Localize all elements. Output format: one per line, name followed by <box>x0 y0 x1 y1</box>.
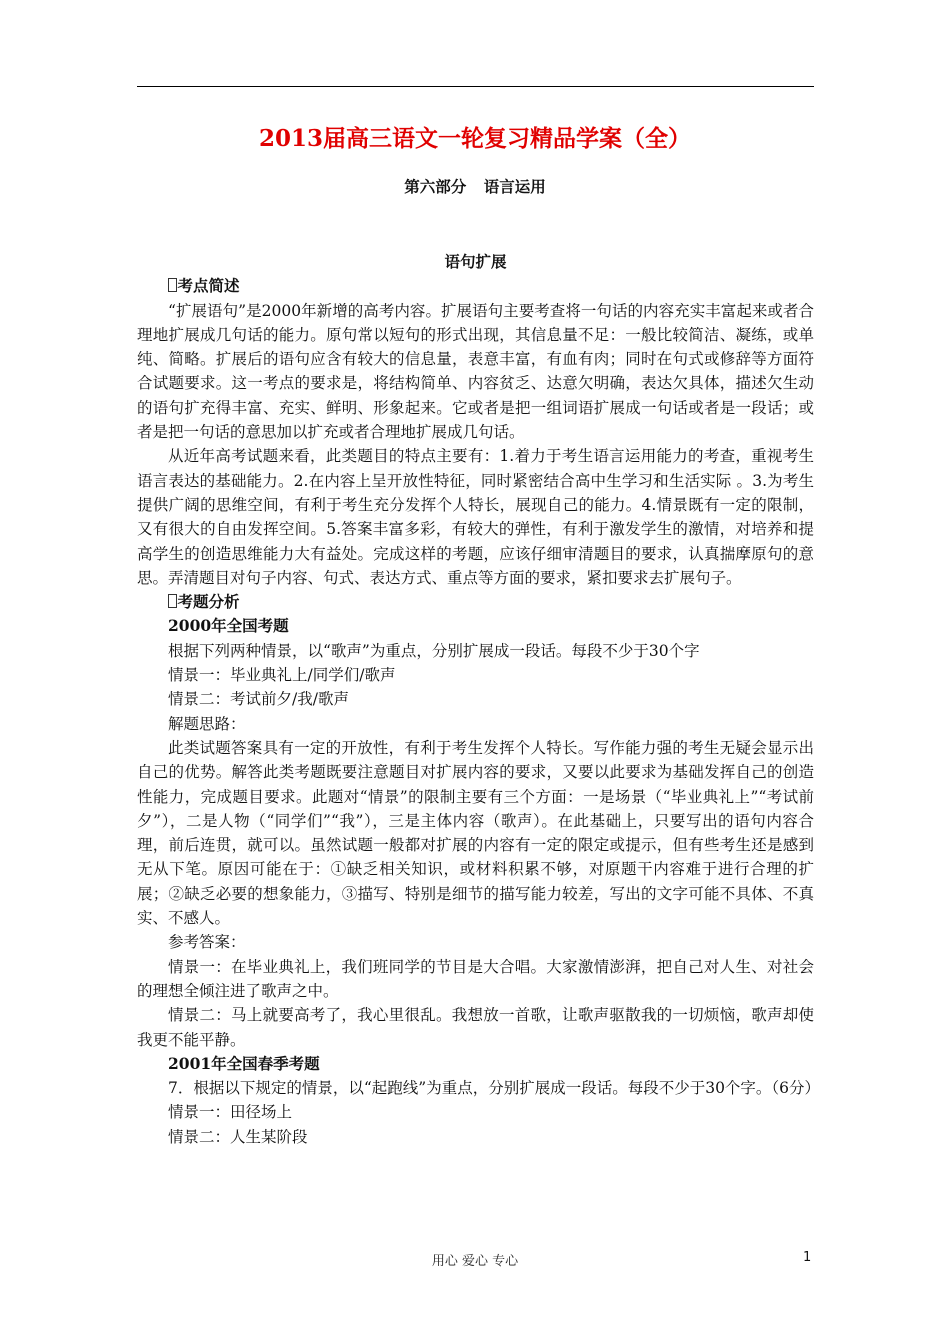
header-rule <box>137 86 814 87</box>
footer-slogan: 用心 爱心 专心 <box>431 1254 519 1269</box>
analysis-heading <box>137 590 814 614</box>
exam1-approach: 此类试题答案具有一定的开放性，有利于考生发挥个人特长。写作能力强的考生无疑会显示出自己的优势。解答此类考题既要注意题目对扩展内容的要求，又要以此要求为基础发挥自己的创造性能力，完成题目要求。此题对“情景”的限制主要有三个方面：一是场景（“毕业典礼上”“考试前夕”），二是人物（“同学们”“我”），三是主体内容（歌声）。在此基础上，只要写出的语句内容合理，前后连贯，就可以。虽然试题一般都对扩展的内容有一定的限定或提示，但有些考生还是感到无从下笔。原因可能在于：①缺乏相关知识，或材料积累不够，对原题干内容难于进行合理的扩展；②缺乏必要的想象能力，③描写、特别是细节的描写能力较差，写出的文字可能不具体、不真实、不感人。 <box>137 738 814 928</box>
exam1-approach-label: 解题思路： <box>168 714 246 733</box>
bullet-box-icon <box>168 278 177 292</box>
bullet-box-icon <box>168 594 177 608</box>
page-number: 1 <box>803 1250 812 1265</box>
exam1-scene-1: 情景一：毕业典礼上/同学们/歌声 <box>168 666 396 685</box>
section-title: 语句扩展 <box>444 252 507 271</box>
exam1-question: 根据下列两种情景，以“歌声”为重点，分别扩展成一段话。每段不少于30个字 <box>168 641 700 660</box>
overview-paragraph-2: 从近年高考试题来看，此类题目的特点主要有：1.着力于考生语言运用能力的考查，重视考生语言表达的基础能力。2.在内容上呈开放性特征，同时紧密结合高中生学习和生活实际 。3.为考生提供广阔的思维空间，有利于考生充分发挥个人特长，展现自己的能力。4.情景既有一定的限制，又有很大的自由发挥空间。5.答案丰富多彩，有较大的弹性，有利于激发学生的激情，对培养和提高学生的创造思维能力大有益处。完成这样的考题，应该仔细审清题目的要求，认真揣摩原句的意思。弄清题目对句子内容、句式、表达方式、重点等方面的要求，紧扣要求去扩展句子。 <box>137 447 814 587</box>
exam2-scene-2: 情景二：人生某阶段 <box>168 1127 308 1146</box>
exam2-title: 2001年全国春季考题 <box>168 1053 320 1073</box>
document-body <box>137 250 821 1149</box>
exam1-title: 2000年全国考题 <box>168 616 289 636</box>
overview-paragraph-1: “扩展语句”是2000年新增的高考内容。扩展语句主要考查将一句话的内容充实丰富起来或者合理地扩展成几句话的能力。原句常以短句的形式出现，其信息量不足：一般比较简洁、凝练，或单纯、简略。扩展后的语句应含有较大的信息量，表意丰富，有血有肉；同时在句式或修辞等方面符合试题要求。这一考点的要求是，将结构简单、内容贫乏、达意欠明确，表达欠具体，描述欠生动的语句扩充得丰富、充实、鲜明、形象起来。它或者是把一组词语扩展成一句话或者是一段话；或者是把一句话的意思加以扩充或者合理地扩展成几句话。 <box>137 301 814 442</box>
exam1-answer-label: 参考答案： <box>168 933 246 952</box>
exam2-scene-1: 情景一：田径场上 <box>168 1103 293 1122</box>
overview-heading-text: 考点简述 <box>177 276 240 296</box>
analysis-heading-text: 考题分析 <box>177 592 240 612</box>
exam1-answer-2: 情景二：马上就要高考了，我心里很乱。我想放一首歌，让歌声驱散我的一切烦恼，歌声却使我更不能平静。 <box>137 1006 814 1049</box>
exam1-answer-1: 情景一：在毕业典礼上，我们班同学的节目是大合唱。大家激情澎湃，把自己对人生、对社会的理想全倾注进了歌声之中。 <box>137 957 814 1000</box>
exam1-scene-2: 情景二：考试前夕/我/歌声 <box>168 690 349 709</box>
document-title: 2013届高三语文一轮复习精品学案（全） <box>258 125 691 152</box>
exam2-question: 7．根据以下规定的情景，以“起跑线”为重点，分别扩展成一段话。每段不少于30个字。（6分） <box>168 1079 821 1098</box>
document-subtitle: 第六部分 语言运用 <box>404 177 546 196</box>
overview-heading <box>137 274 814 298</box>
